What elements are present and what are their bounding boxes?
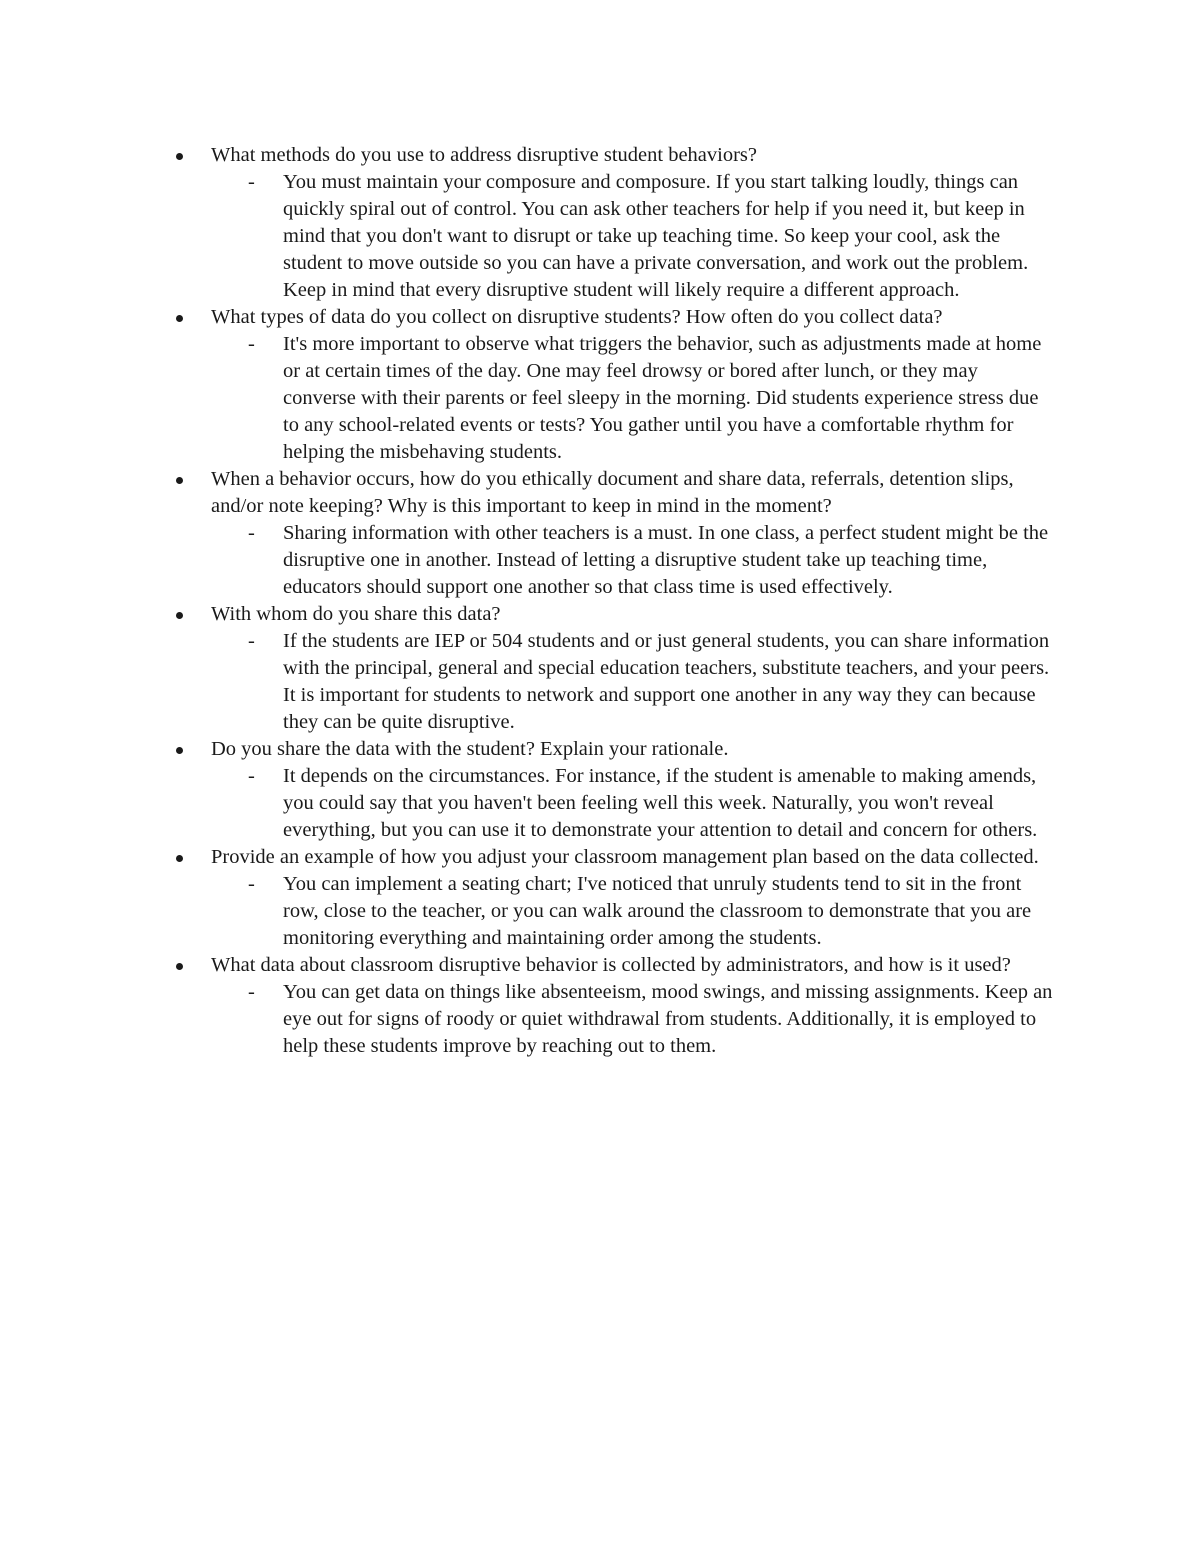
dash-marker: - [248, 171, 255, 193]
bullet-icon [176, 963, 183, 970]
question-item [172, 304, 1072, 466]
answer-text: Sharing information with other teachers is a must. In one class, a perfect student might be the disruptive one in another. Instead of letting a disruptive student take up teaching time, educators should support one another so that class time is used effectively. [283, 522, 1049, 598]
question-item [172, 601, 1072, 736]
dash-marker: - [248, 522, 255, 544]
answer-block [211, 169, 1055, 304]
answer-block [211, 871, 1055, 952]
question-item [172, 952, 1072, 1060]
answer-text: You can implement a seating chart; I've noticed that unruly students tend to sit in the front row, close to the teacher, or you can walk around the classroom to demonstrate that you are monitoring everything and maintaining order among the students. [283, 873, 1032, 949]
answer-block [211, 520, 1055, 601]
question-item [172, 844, 1072, 952]
answer-text: You can get data on things like absenteeism, mood swings, and missing assignments. Keep an eye out for signs of roody or quiet withdrawal from students. Additionally, it is employed to help these students improve by reaching out to them. [283, 981, 1053, 1057]
answer-text: It's more important to observe what triggers the behavior, such as adjustments made at home or at certain times of the day. One may feel drowsy or bored after lunch, or they may converse with their parents or feel sleepy in the morning. Did students experience stress due to any school-related events or tests? You gather until you have a comfortable rhythm for helping the misbehaving students. [283, 333, 1042, 463]
dash-marker: - [248, 873, 255, 895]
answer-block [211, 331, 1055, 466]
question-text: When a behavior occurs, how do you ethically document and share data, referrals, detention slips, and/or note keeping? Why is this important to keep in mind in the moment? [211, 468, 1014, 517]
question-text: What data about classroom disruptive behavior is collected by administrators, and how is it used? [211, 954, 1011, 976]
question-text: What methods do you use to address disruptive student behaviors? [211, 144, 757, 166]
bullet-icon [176, 747, 183, 754]
bullet-icon [176, 612, 183, 619]
bullet-icon [176, 315, 183, 322]
question-item [172, 142, 1072, 304]
bullet-icon [176, 153, 183, 160]
answer-text: If the students are IEP or 504 students and or just general students, you can share information with the principal, general and special education teachers, substitute teachers, and your peers. It is important for students to network and support one another in any way they can because they can be quite disruptive. [283, 630, 1050, 733]
dash-marker: - [248, 630, 255, 652]
dash-marker: - [248, 981, 255, 1003]
answer-block [211, 628, 1055, 736]
question-text: What types of data do you collect on disruptive students? How often do you collect data? [211, 306, 943, 328]
question-text: With whom do you share this data? [211, 603, 501, 625]
dash-marker: - [248, 765, 255, 787]
question-item [172, 466, 1072, 601]
question-list [172, 142, 1072, 1060]
bullet-icon [176, 477, 183, 484]
question-item [172, 736, 1072, 844]
answer-block [211, 763, 1055, 844]
question-text: Do you share the data with the student? Explain your rationale. [211, 738, 729, 760]
question-text: Provide an example of how you adjust your classroom management plan based on the data collected. [211, 846, 1039, 868]
bullet-icon [176, 855, 183, 862]
dash-marker: - [248, 333, 255, 355]
answer-text: It depends on the circumstances. For instance, if the student is amenable to making amends, you could say that you haven't been feeling well this week. Naturally, you won't reveal everything, but you can use it to demonstrate your attention to detail and concern for others. [283, 765, 1038, 841]
answer-text: You must maintain your composure and composure. If you start talking loudly, things can quickly spiral out of control. You can ask other teachers for help if you need it, but keep in mind that you don't want to disrupt or take up teaching time. So keep your cool, ask the student to move outside so you can have a private conversation, and work out the problem. Keep in mind that every disruptive student will likely require a different approach. [283, 171, 1029, 301]
answer-block [211, 979, 1055, 1060]
